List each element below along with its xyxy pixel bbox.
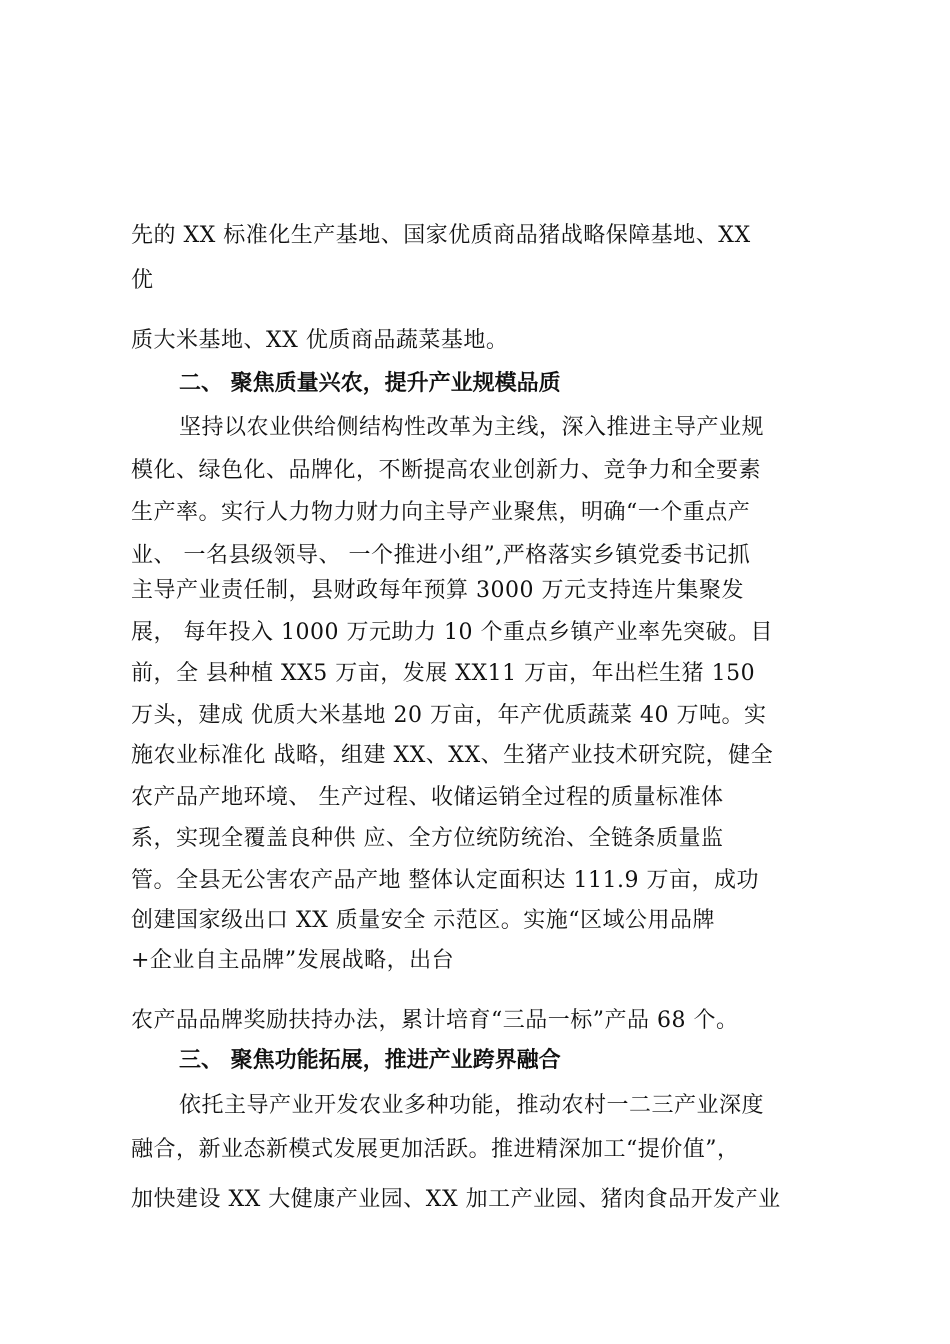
paragraph-line: 展， 每年投入 1000 万元助力 10 个重点乡镇产业率先突破。目 — [131, 620, 773, 645]
paragraph-line: 优 — [131, 268, 154, 293]
paragraph-line: 创建国家级出口 XX 质量安全 示范区。实施“区域公用品牌 — [131, 908, 716, 933]
paragraph-line: 万头，建成 优质大米基地 20 万亩，年产优质蔬菜 40 万吨。实 — [131, 703, 767, 728]
paragraph-line: 先的 XX 标准化生产基地、国家优质商品猪战略保障基地、XX — [131, 223, 751, 248]
paragraph-line: 生产率。实行人力物力财力向主导产业聚焦，明确“一个重点产 — [131, 500, 751, 525]
paragraph-line: 农产品产地环境、 生产过程、收储运销全过程的质量标准体 — [131, 785, 724, 810]
paragraph-line: 质大米基地、XX 优质商品蔬菜基地。 — [131, 328, 509, 353]
paragraph-line: 管。全县无公害农产品产地 整体认定面积达 111.9 万亩，成功 — [131, 868, 759, 893]
paragraph-line: 主导产业责任制，县财政每年预算 3000 万元支持连片集聚发 — [131, 578, 744, 603]
paragraph-line: 加快建设 XX 大健康产业园、XX 加工产业园、猪肉食品开发产业 — [131, 1187, 781, 1212]
paragraph-line: 融合，新业态新模式发展更加活跃。推进精深加工“提价值”， — [131, 1137, 740, 1162]
paragraph-line: 前，全 县种植 XX5 万亩，发展 XX11 万亩，年出栏生猪 150 — [131, 661, 756, 686]
paragraph-line: 系，实现全覆盖良种供 应、全方位统防统治、全链条质量监 — [131, 826, 724, 851]
paragraph-line: 依托主导产业开发农业多种功能，推动农村一二三产业深度 — [179, 1093, 765, 1118]
paragraph-line: +企业自主品牌”发展战略，出台 — [131, 948, 455, 973]
section-heading: 三、 聚焦功能拓展，推进产业跨界融合 — [179, 1048, 561, 1073]
paragraph-line: 业、 一名县级领导、 一个推进小组”,严格落实乡镇党委书记抓 — [131, 543, 751, 568]
paragraph-line: 模化、绿色化、品牌化，不断提高农业创新力、竞争力和全要素 — [131, 458, 762, 483]
paragraph-line: 施农业标准化 战略，组建 XX、XX、生猪产业技术研究院，健全 — [131, 743, 774, 768]
paragraph-line: 坚持以农业供给侧结构性改革为主线，深入推进主导产业规 — [179, 415, 765, 440]
section-heading: 二、 聚焦质量兴农，提升产业规模品质 — [179, 371, 561, 396]
paragraph-line: 农产品品牌奖励扶持办法，累计培育“三品一标”产品 68 个。 — [131, 1008, 739, 1033]
